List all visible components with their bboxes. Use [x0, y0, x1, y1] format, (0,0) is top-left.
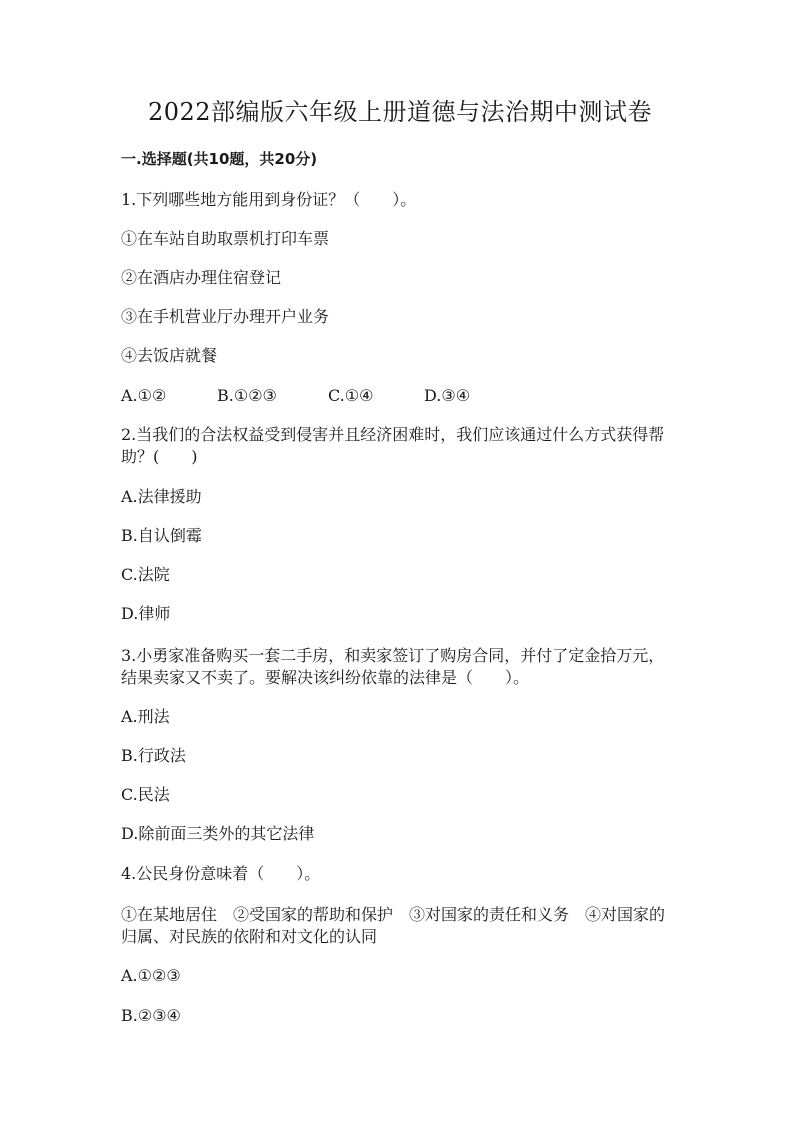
question-1-item-1: ①在车站自助取票机打印车票 — [121, 229, 330, 248]
question-4-stem: 4.公民身份意味着（ ）。 — [121, 864, 321, 883]
question-1-stem: 1.下列哪些地方能用到身份证？（ ）。 — [121, 190, 417, 209]
question-1-option-a: A.①② — [121, 386, 167, 405]
question-1-option-d: D.③④ — [424, 386, 471, 405]
question-4-option-b: B.②③④ — [121, 1006, 181, 1025]
question-3-option-c: C.民法 — [121, 785, 170, 804]
question-1-option-b: B.①②③ — [217, 386, 277, 405]
question-2-option-b: B.自认倒霉 — [121, 526, 202, 545]
question-3-option-b: B.行政法 — [121, 746, 186, 765]
question-4-option-a: A.①②③ — [121, 966, 181, 985]
question-3-option-a: A.刑法 — [121, 707, 170, 726]
page-title: 2022部编版六年级上册道德与法治期中测试卷 — [147, 98, 653, 126]
question-1-options — [121, 385, 470, 407]
question-4-items-line-1: ①在某地居住 ②受国家的帮助和保护 ③对国家的责任和义务 ④对国家的 — [121, 905, 666, 924]
question-2-option-a: A.法律援助 — [121, 487, 202, 506]
question-1-item-3: ③在手机营业厅办理开户业务 — [121, 307, 330, 326]
question-2-option-d: D.律师 — [121, 604, 171, 623]
section-heading: 一.选择题(共10题，共20分) — [121, 150, 318, 168]
question-2-option-c: C.法院 — [121, 565, 170, 584]
question-4-items-line-2: 归属、对民族的依附和对文化的认同 — [121, 927, 378, 946]
question-2-stem-line-1: 2.当我们的合法权益受到侵害并且经济困难时，我们应该通过什么方式获得帮 — [121, 425, 665, 444]
question-1-item-4: ④去饭店就餐 — [121, 346, 218, 365]
question-2-stem-line-2: 助？( ) — [121, 447, 198, 466]
question-3-option-d: D.除前面三类外的其它法律 — [121, 824, 315, 843]
question-1-item-2: ②在酒店办理住宿登记 — [121, 268, 282, 287]
question-3-stem-line-2: 结果卖家又不卖了。要解决该纠纷依靠的法律是（ ）。 — [121, 668, 530, 687]
question-3-stem-line-1: 3.小勇家准备购买一套二手房，和卖家签订了购房合同，并付了定金拾万元， — [121, 646, 665, 665]
question-1-option-c: C.①④ — [328, 386, 374, 405]
